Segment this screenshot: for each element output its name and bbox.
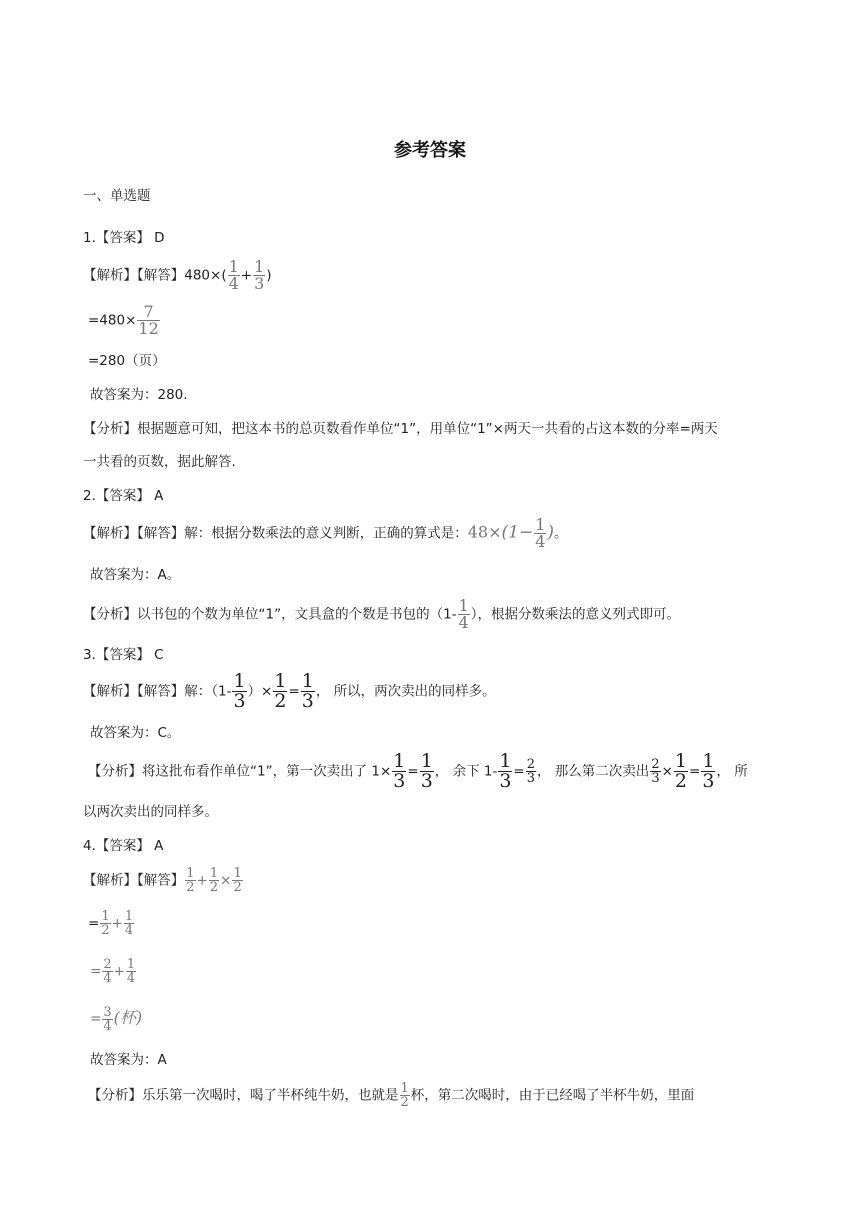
q1-answer: 1.【答案】 D (83, 230, 165, 246)
plus-sign: + (111, 915, 123, 932)
fraction: $\frac{3}{4}$ (103, 1004, 112, 1034)
fraction: $\frac{1}{2}$ (674, 750, 687, 792)
equals-sign: = (90, 963, 102, 980)
q3-conclusion: 故答案为：C。 (90, 725, 181, 741)
fraction: $\frac{1}{4}$ (228, 257, 239, 293)
q3-an-g: = (689, 763, 701, 780)
fraction: $\frac{2}{3}$ (526, 757, 536, 786)
q3-analysis (88, 752, 748, 791)
q3-an-b: = (407, 763, 419, 780)
fraction: $\frac{1}{3}$ (393, 750, 406, 792)
fraction: $\frac{1}{2}$ (274, 670, 287, 712)
fraction: $\frac{2}{3}$ (651, 757, 660, 786)
q2-analysis-text: 【分析】以书包的个数为单位“1”，文具盒的个数是书包的（1- (83, 606, 457, 623)
q4-answer: 4.【答案】 A (83, 838, 164, 854)
equals-sign: = (90, 1011, 102, 1027)
q4-step4 (90, 1005, 142, 1033)
q3-an-c: ， 余下 1- (434, 763, 498, 780)
q1-step3: =280（页） (88, 353, 166, 369)
fraction: $\frac{1}{4}$ (458, 596, 469, 632)
plus-sign: + (113, 963, 125, 980)
q1-analysis-line1: 【分析】根据题意可知，把这本书的总页数看作单位“1”，用单位“1”×两天一共看的占这本数的分率=两天 (83, 421, 718, 437)
q3-answer: 3.【答案】 C (83, 647, 164, 663)
q4-step3 (90, 958, 137, 985)
q2-expr-b: (1− (501, 522, 534, 543)
fraction: $\frac{1}{3}$ (233, 670, 246, 712)
q4-analysis (88, 1082, 694, 1109)
q1-conclusion: 故答案为：280. (90, 387, 188, 403)
fraction: $\frac{2}{4}$ (103, 957, 112, 986)
q2-expr-c: ) (547, 522, 555, 543)
q4-unit: (杯) (113, 1008, 143, 1027)
fraction: $\frac{1}{3}$ (420, 750, 433, 792)
fraction: $\frac{1}{2}$ (209, 866, 219, 895)
fraction: $\frac{7}{12}$ (138, 302, 159, 338)
fraction: $\frac{1}{3}$ (499, 750, 512, 792)
q4-step2 (88, 910, 135, 937)
q3-sol-c: = (288, 683, 300, 700)
close-paren: ) (266, 267, 272, 284)
q4-an-a: 【分析】乐乐第一次喝时，喝了半杯纯牛奶，也就是 (88, 1087, 399, 1104)
q2-solution-text: 【解析】【解答】解：根据分数乘法的意义判断，正确的算式是： (83, 525, 468, 542)
q3-sol-a: 【解析】【解答】解：（1- (83, 683, 232, 700)
q3-solution (83, 672, 496, 711)
q1-solution (83, 259, 272, 292)
section-heading: 一、单选题 (83, 188, 151, 204)
q2-expr-end: 。 (554, 525, 568, 542)
page-title: 参考答案 (394, 140, 466, 161)
q2-expr-a: 48× (467, 522, 502, 542)
fraction: $\frac{1}{2}$ (233, 866, 242, 895)
q1-step2 (88, 304, 161, 337)
plus-sign: + (196, 872, 208, 889)
fraction: $\frac{1}{2}$ (101, 909, 110, 938)
times-sign: × (220, 872, 232, 889)
q3-an-d: = (513, 763, 525, 780)
q2-analysis-suffix: ），根据分数乘法的意义列式即可。 (470, 606, 680, 623)
equals-sign: = (88, 915, 100, 932)
q3-an-a: 【分析】将这批布看作单位“1”，第一次卖出了 1× (88, 763, 392, 780)
q3-an-f: × (661, 763, 673, 780)
plus-sign: + (240, 267, 253, 284)
q4-an-b: 杯，第二次喝时，由于已经喝了半杯牛奶，里面 (410, 1087, 695, 1104)
q3-an-e: ， 那么第二次卖出 (537, 763, 650, 780)
q2-solution (83, 517, 568, 550)
q2-analysis (83, 598, 680, 631)
q1-step2-text: =480× (88, 312, 137, 329)
q4-sol-prefix: 【解析】【解答】 (83, 872, 185, 889)
q1-analysis-line2: 一共看的页数，据此解答. (83, 454, 236, 470)
fraction: $\frac{1}{2}$ (400, 1081, 409, 1110)
q4-conclusion: 故答案为：A (90, 1052, 167, 1068)
fraction: $\frac{1}{3}$ (301, 670, 314, 712)
fraction: $\frac{1}{4}$ (124, 909, 134, 938)
q3-sol-d: ， 所以，两次卖出的同样多。 (315, 683, 496, 700)
fraction: $\frac{1}{3}$ (702, 750, 715, 792)
q4-solution (83, 867, 244, 894)
q3-analysis-line2: 以两次卖出的同样多。 (83, 804, 218, 820)
fraction: $\frac{1}{3}$ (254, 257, 265, 293)
q2-conclusion: 故答案为：A。 (90, 567, 181, 583)
q3-an-h: ， 所 (716, 763, 748, 780)
q3-sol-b: ）× (247, 683, 273, 700)
q1-solution-label: 【解析】【解答】480×( (83, 267, 227, 284)
q2-answer: 2.【答案】 A (83, 488, 164, 504)
fraction: $\frac{1}{4}$ (126, 957, 136, 986)
fraction: $\frac{1}{2}$ (186, 866, 195, 895)
fraction: $\frac{1}{4}$ (535, 515, 546, 551)
